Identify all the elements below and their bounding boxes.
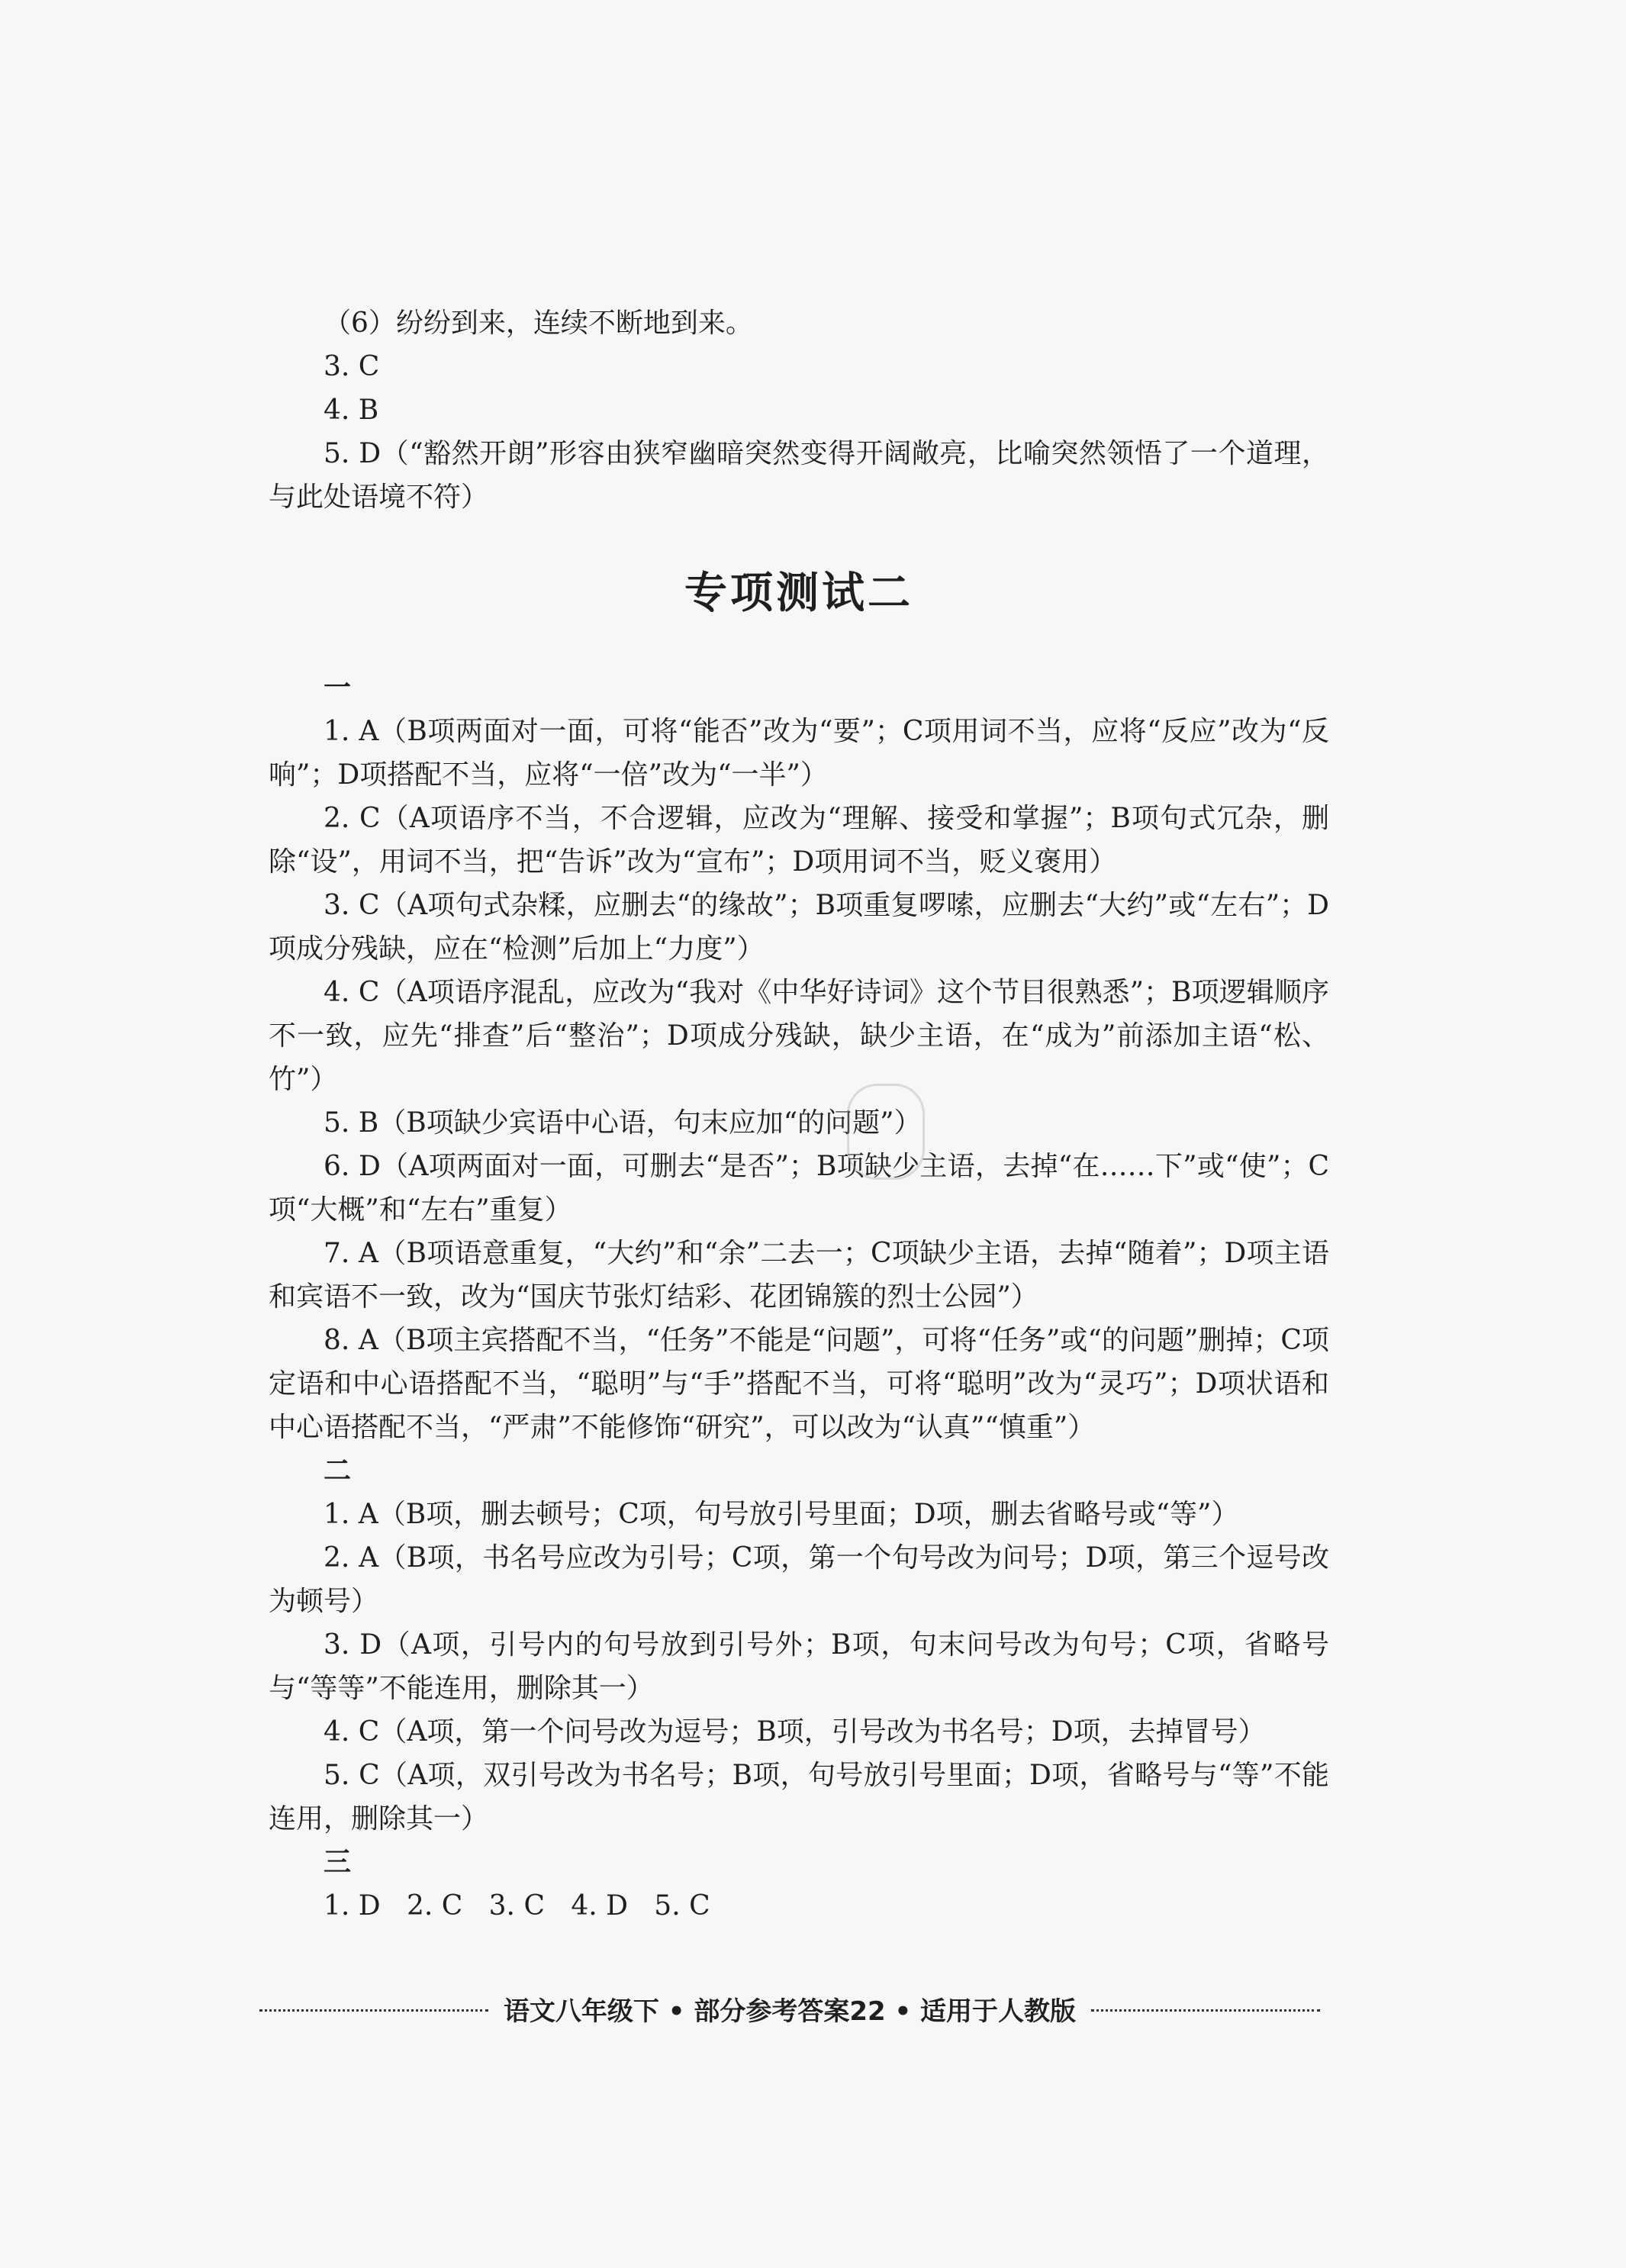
answer-item: 3. C（A项句式杂糅，应删去“的缘故”；B项重复啰嗦，应删去“大约”或“左右”；D项成分残缺，应在“检测”后加上“力度”） <box>269 890 1329 965</box>
page-content <box>269 301 1329 1928</box>
answer-line: （6）纷纷到来，连续不断地到来。 <box>324 308 753 339</box>
answer-item: 7. A（B项语意重复，“大约”和“余”二去一；C项缺少主语，去掉“随着”；D项主语和宾语不一致，改为“国庆节张灯结彩、花团锦簇的烈士公园”） <box>269 1238 1329 1313</box>
answer-item: 5. C（A项，双引号改为书名号；B项，句号放引号里面；D项，省略号与“等”不能连用，删除其一） <box>269 1760 1329 1835</box>
section-title: 专项测试二 <box>684 569 913 618</box>
page-footer <box>259 1990 1320 2028</box>
answer-item: 2. C（A项语序不当，不合逻辑，应改为“理解、接受和掌握”；B项句式冗杂，删除“设”，用词不当，把“告诉”改为“宣布”；D项用词不当，贬义褒用） <box>269 803 1329 878</box>
section-heading-1: 一 <box>324 672 352 704</box>
footer-text: 语文八年级下 • 部分参考答案22 • 适用于人教版 <box>503 1996 1077 2027</box>
answer-line: 4. B <box>324 395 379 426</box>
answer-item: 5. B（B项缺少宾语中心语，句末应加“的问题”） <box>324 1107 922 1139</box>
answer-item: 6. D（A项两面对一面，可删去“是否”；B项缺少主语，去掉“在……下”或“使”；C项“大概”和“左右”重复） <box>269 1151 1329 1226</box>
answer-item: 4. C（A项语序混乱，应改为“我对《中华好诗词》这个节目很熟悉”；B项逻辑顺序不一致，应先“排查”后“整治”；D项成分残缺，缺少主语，在“成为”前添加主语“松、竹”） <box>269 977 1329 1095</box>
answer-line: 5. D（“豁然开朗”形容由狭窄幽暗突然变得开阔敞亮，比喻突然领悟了一个道理，与此处语境不符） <box>269 438 1329 513</box>
answer-item: 3. D（A项，引号内的句号放到引号外；B项，句末问号改为句号；C项，省略号与“等等”不能连用，删除其一） <box>269 1629 1329 1704</box>
footer-rule-left <box>259 2009 488 2012</box>
answer-item: 4. C（A项，第一个问号改为逗号；B项，引号改为书名号；D项，去掉冒号） <box>324 1716 1266 1748</box>
answer-item: 1. A（B项，删去顿号；C项，句号放引号里面；D项，删去省略号或“等”） <box>324 1499 1239 1530</box>
answer-summary: 1. D 2. C 3. C 4. D 5. C <box>324 1890 710 1922</box>
answer-item: 2. A（B项，书名号应改为引号；C项，第一个句号改为问号；D项，第三个逗号改为顿号） <box>269 1542 1329 1617</box>
footer-rule-right <box>1091 2009 1320 2012</box>
section-heading-2: 二 <box>324 1455 352 1487</box>
answer-item: 8. A（B项主宾搭配不当，“任务”不能是“问题”，可将“任务”或“的问题”删掉；C项定语和中心语搭配不当，“聪明”与“手”搭配不当，可将“聪明”改为“灵巧”；D项状语和中心语搭配不当，“严肃”不能修饰“研究”，可以改为“认真”“慎重”） <box>269 1325 1329 1443</box>
section-heading-3: 三 <box>324 1847 352 1878</box>
answer-item: 1. A（B项两面对一面，可将“能否”改为“要”；C项用词不当，应将“反应”改为“反响”；D项搭配不当，应将“一倍”改为“一半”） <box>269 716 1329 791</box>
answer-line: 3. C <box>324 351 380 382</box>
